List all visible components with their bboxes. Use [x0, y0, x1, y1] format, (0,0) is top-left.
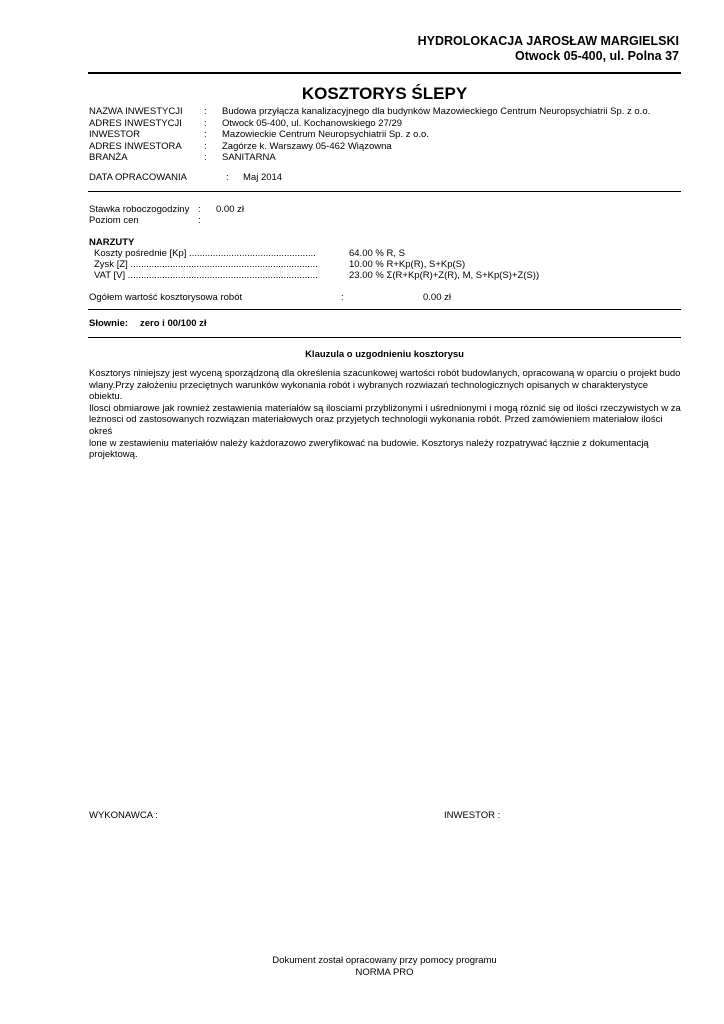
date-value: Maj 2014: [243, 172, 283, 183]
total-colon: :: [341, 292, 344, 303]
section-divider: [88, 337, 681, 338]
clause-title: Klauzula o uzgodnieniu kosztorysu: [305, 349, 464, 360]
info-colon: :: [204, 106, 207, 117]
company-address: Otwock 05-400, ul. Polna 37: [515, 49, 679, 63]
clause-body: [89, 368, 681, 461]
info-colon: :: [204, 152, 207, 164]
info-label: INWESTOR: [89, 129, 141, 141]
clause-line: Kosztorys niniejszy jest wyceną sporządzoną dla określenia szacunkowej wartości robót budowlanych, opracowaną w oparciu o projekt budo: [89, 368, 681, 379]
info-value: SANITARNA: [222, 152, 276, 164]
section-divider: [88, 191, 681, 192]
clause-line: Ilosci obmiarowe jak rownież zestawienia materiałów są ilosciami przybliżonymi i uśrednionymi i mogą róznić się od ilości rzeczywistych w za: [89, 402, 681, 414]
contractor-signature-label: WYKONAWCA :: [89, 810, 158, 821]
info-colon: :: [204, 140, 207, 152]
total-value: 0.00 zł: [423, 292, 451, 303]
labor-rate-label: Stawka roboczogodziny: [89, 204, 190, 215]
info-value: Otwock 05-400, ul. Kochanowskiego 27/29: [222, 117, 403, 129]
investor-signature-label: INWESTOR :: [444, 810, 501, 821]
section-divider: [88, 309, 681, 310]
surcharge-value-vat: 23.00 % Σ(R+Kp(R)+Z(R), M, S+Kp(S)+Z(S)): [349, 270, 540, 281]
words-label: Słownie:: [89, 318, 129, 329]
clause-line: lone w zestawieniu materiałów należy każdorazowo zweryfikować na budowie. Kosztorys należy rozpatrywać łącznie z dokumentacją: [89, 437, 649, 449]
date-colon: :: [226, 172, 229, 183]
info-colon: :: [204, 129, 207, 141]
date-label: DATA OPRACOWANIA: [89, 172, 188, 183]
surcharge-value-indirect: 64.00 % R, S: [349, 248, 405, 259]
surcharges-heading: NARZUTY: [89, 237, 135, 248]
clause-line: projektową.: [89, 449, 138, 461]
clause-line: wlany.Przy założeniu przeciętnych warunków wykonania robót i wybranych rozwiazań technologicznych opisanych w charakterystyce obiektu.: [89, 379, 649, 403]
footer-note: [88, 955, 681, 978]
surcharge-label-vat: VAT [V] ........................................................................: [94, 270, 318, 281]
header-divider: [88, 72, 681, 74]
info-label: BRANŻA: [89, 152, 128, 164]
footer-line: Dokument został opracowany przy pomocy programu: [272, 955, 497, 966]
info-value: Budowa przyłącza kanalizacyjnego dla budynków Mazowieckiego Centrum Neuropsychiatrii Sp. z o.o.: [222, 106, 651, 117]
info-colon: :: [204, 117, 207, 129]
labor-rate-value: 0.00 zł: [216, 204, 244, 215]
surcharge-value-profit: 10.00 % R+Kp(R), S+Kp(S): [349, 259, 466, 270]
info-value: Mazowieckie Centrum Neuropsychiatrii Sp. z o.o.: [222, 129, 429, 141]
company-name: HYDROLOKACJA JAROSŁAW MARGIELSKI: [417, 34, 679, 48]
price-level-colon: :: [198, 215, 201, 226]
total-label: Ogółem wartość kosztorysowa robót: [89, 292, 243, 303]
info-value: Zagórze k. Warszawy 05-462 Wiązowna: [222, 140, 392, 152]
clause-line: leżnosci od zastosowanych rozwiązan materiałowych oraz przyjetych technologii wykonania robót. Przed zamówieniem materiałow ilości okreś: [89, 414, 663, 437]
words-value: zero i 00/100 zł: [140, 318, 207, 329]
footer-program-name: NORMA PRO: [355, 966, 414, 978]
labor-rate-colon: :: [198, 204, 201, 215]
info-label: NAZWA INWESTYCJI: [89, 106, 183, 117]
surcharge-label-indirect: Koszty pośrednie [Kp] ................................................: [94, 248, 316, 259]
info-label: ADRES INWESTORA: [89, 140, 182, 152]
info-label: ADRES INWESTYCJI: [89, 117, 182, 129]
company-header: [418, 34, 679, 64]
surcharge-label-profit: Zysk [Z] .......................................................................: [94, 259, 318, 270]
price-level-label: Poziom cen: [89, 215, 139, 226]
document-title: KOSZTORYS ŚLEPY: [301, 84, 468, 103]
